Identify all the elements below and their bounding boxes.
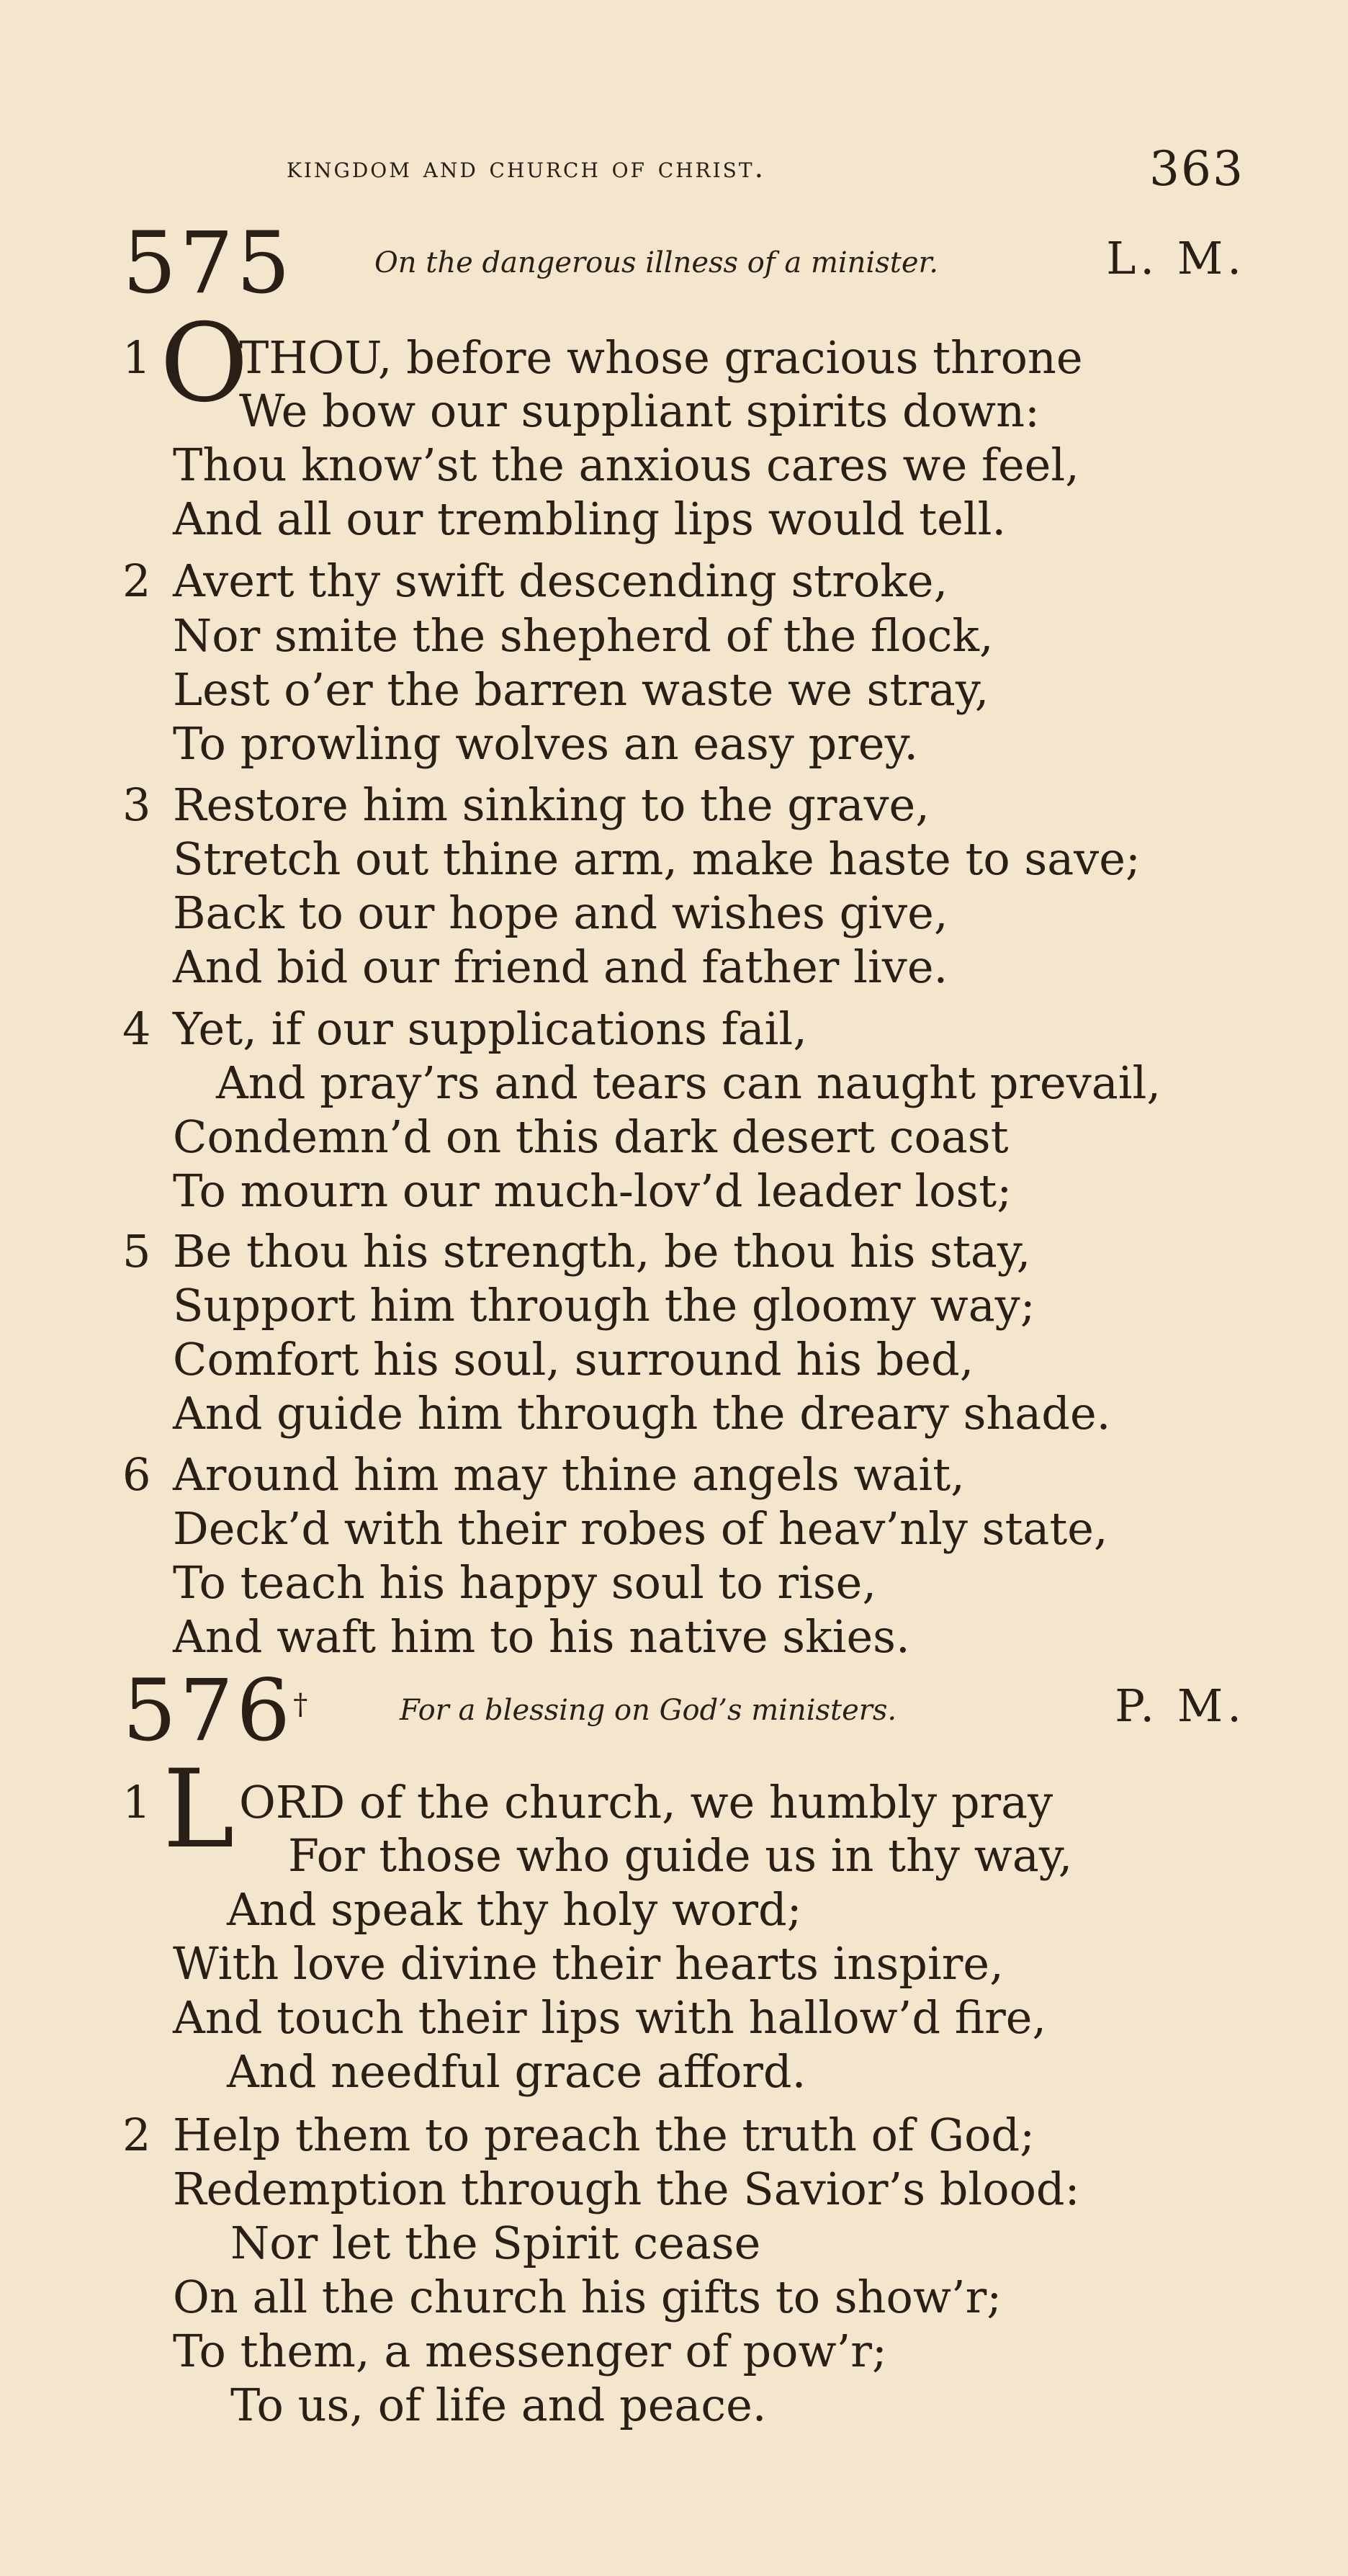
running-head: kingdom and church of christ.	[287, 151, 766, 184]
verse-number: 3	[122, 778, 151, 831]
hymn-title: On the dangerous illness of a minister.	[374, 246, 938, 279]
verse-line: And touch their lips with hallow’d fire,	[173, 1991, 1047, 2044]
verse-line: Around him may thine angels wait,	[173, 1448, 965, 1501]
verse-line: Thou know’st the anxious cares we feel,	[173, 439, 1079, 491]
verse-number: 6	[122, 1448, 151, 1501]
verse-line: Redemption through the Savior’s blood:	[173, 2163, 1080, 2215]
hymn-576-heading	[122, 1661, 1246, 1760]
verse-number: 1	[122, 331, 151, 384]
verse-line: And speak thy holy word;	[227, 1883, 802, 1936]
hymn-title: For a blessing on God’s ministers.	[400, 1694, 897, 1727]
page-number: 363	[1149, 141, 1244, 197]
drop-cap: L	[163, 1747, 235, 1872]
hymn-number-text: 576	[122, 1661, 294, 1760]
verse-line: Deck’d with their robes of heav’nly state,	[173, 1502, 1108, 1555]
hymn-number	[122, 1661, 311, 1760]
verse-line: Help them to preach the truth of God;	[173, 2109, 1035, 2161]
verse-line: To them, a messenger of pow’r;	[173, 2325, 887, 2377]
verse-line: And needful grace afford.	[227, 2045, 806, 2098]
verse-line: To teach his happy soul to rise,	[173, 1556, 877, 1609]
verse-number: 5	[122, 1225, 151, 1278]
verse-line: Stretch out thine arm, make haste to save;	[173, 833, 1141, 885]
verse-line: To prowling wolves an easy prey.	[173, 717, 919, 770]
verse-line: On all the church his gifts to show’r;	[173, 2271, 1002, 2323]
verse-line: And guide him through the dreary shade.	[173, 1387, 1111, 1440]
verse-line: With love divine their hearts inspire,	[173, 1937, 1004, 1990]
verse-line: To us, of life and peace.	[230, 2379, 767, 2431]
verse-line: To mourn our much-lov’d leader lost;	[173, 1164, 1012, 1217]
hymn-meter: P. M.	[1115, 1679, 1246, 1732]
verse-line: Avert thy swift descending stroke,	[173, 555, 948, 607]
verse-number: 2	[122, 555, 151, 607]
verse-line: THOU, before whose gracious throne	[239, 331, 1083, 384]
drop-cap: O	[160, 301, 248, 426]
dagger-mark: †	[293, 1688, 311, 1721]
verse-line: Back to our hope and wishes give,	[173, 887, 948, 939]
verse-line: Lest o’er the barren waste we stray,	[173, 663, 989, 716]
verse-line: And pray’rs and tears can naught prevail,	[216, 1056, 1161, 1109]
page-header	[287, 141, 1244, 199]
verse-line: We bow our suppliant spirits down:	[239, 385, 1040, 437]
verse-line: For those who guide us in thy way,	[288, 1829, 1073, 1882]
verse-number: 2	[122, 2109, 151, 2161]
verse-line: Comfort his soul, surround his bed,	[173, 1333, 974, 1386]
verse-line: Support him through the gloomy way;	[173, 1279, 1035, 1332]
verse-line: And all our trembling lips would tell.	[173, 493, 1007, 545]
verse-number: 1	[122, 1776, 151, 1828]
verse-line: Restore him sinking to the grave,	[173, 778, 930, 831]
verse-line: Nor let the Spirit cease	[230, 2217, 761, 2269]
verse-line: Yet, if our supplications fail,	[173, 1002, 807, 1055]
verse-line: And bid our friend and father live.	[173, 941, 948, 993]
verse-number: 4	[122, 1002, 151, 1055]
hymn-575-heading	[122, 213, 1246, 313]
verse-line: And waft him to his native skies.	[173, 1610, 910, 1663]
hymn-number: 575	[122, 213, 294, 313]
verse-line: ORD of the church, we humbly pray	[239, 1776, 1053, 1828]
verse-line: Nor smite the shepherd of the flock,	[173, 609, 994, 662]
verse-line: Condemn’d on this dark desert coast	[173, 1110, 1009, 1163]
verse-line: Be thou his strength, be thou his stay,	[173, 1225, 1031, 1278]
hymn-meter: L. M.	[1106, 232, 1246, 284]
